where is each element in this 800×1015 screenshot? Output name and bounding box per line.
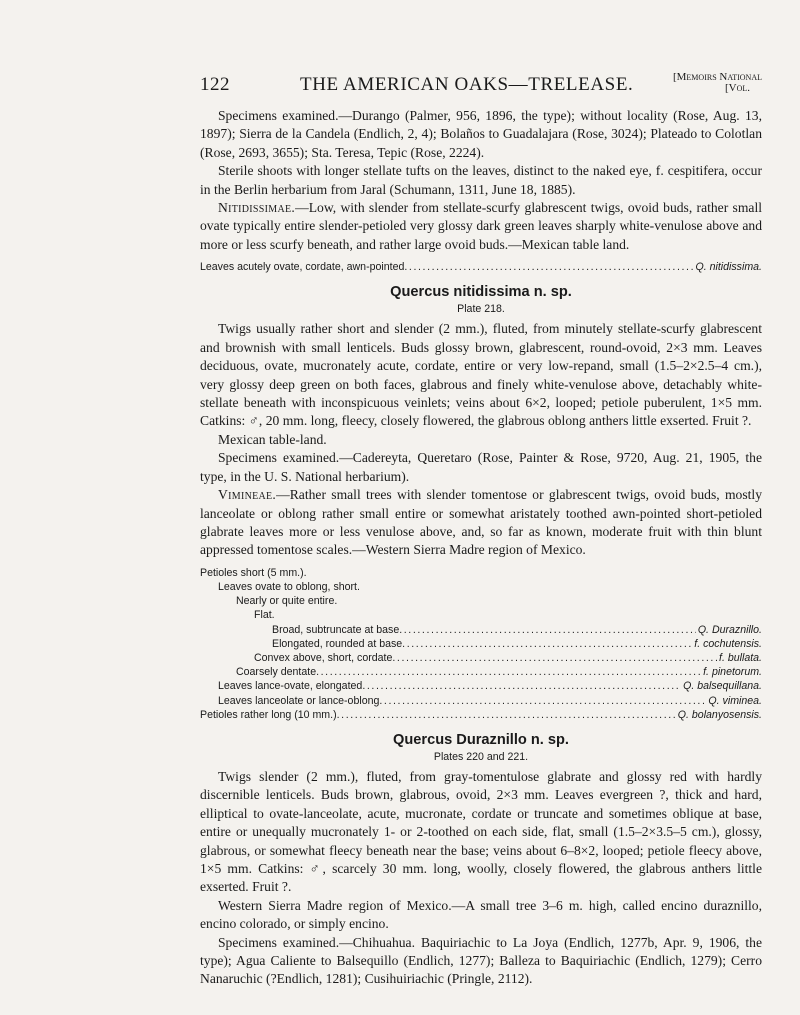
key-text: Nearly or quite entire. <box>236 595 338 608</box>
key-line <box>200 637 762 651</box>
key-line <box>200 679 762 693</box>
running-title: THE AMERICAN OAKS—TRELEASE. <box>300 74 634 95</box>
key-text: Flat. <box>254 609 275 622</box>
key-result: Q. balsequillana. <box>683 680 762 693</box>
key-text: Leaves lanceolate or lance-oblong <box>218 694 380 707</box>
key-leader <box>399 623 696 637</box>
key-result: Q. Duraznillo. <box>697 623 762 636</box>
text-body <box>200 107 762 989</box>
species-title-nitidissima: Quercus nitidissima n. sp. <box>390 284 572 301</box>
key-leader <box>404 260 693 274</box>
key-line <box>200 580 762 594</box>
paragraph-duraznillo-range: Western Sierra Madre region of Mexico.—A small tree 3–6 m. high, called encino duraznillo, encino colorado, or simply encino. <box>200 897 762 932</box>
key-line <box>200 623 762 637</box>
key-text: Elongated, rounded at base <box>272 637 403 650</box>
key-leader <box>316 665 701 679</box>
key-line-nitidissima <box>200 260 762 274</box>
species-title-duraznillo: Quercus Duraznillo n. sp. <box>393 731 569 748</box>
plate-reference-220-221: Plates 220 and 221. <box>433 750 529 763</box>
paragraph-sterile-shoots: Sterile shoots with longer stellate tufts on the leaves, distinct to the naked eye, f. cespitifera, occur in the Berlin herbarium from Jaral (Schumann, 1311, June 18, 1885). <box>200 163 762 197</box>
series-line-1: [Memoirs National <box>672 71 762 83</box>
paragraph-specimens-1: Specimens examined.—Durango (Palmer, 956, 1896, the type); without locality (Rose, Aug. 13, 1897); Sierra de la Candela (Endlich, 2, 4); Bolaños to Guadalajara (Rose, 3024); Plateado to Colotlan (Rose, 2693, 3655); Sta. Teresa, Tepic (Rose, 2224). <box>200 108 762 160</box>
page-number: 122 <box>200 74 230 95</box>
identification-key <box>200 566 762 722</box>
paragraph-nitidissima-specimens: Specimens examined.—Cadereyta, Queretaro (Rose, Painter & Rose, 9720, Aug. 21, 1905, the type, in the U. S. National herbarium). <box>200 450 762 484</box>
key-line <box>200 651 762 665</box>
paragraph-duraznillo-specimens: Specimens examined.—Chihuahua. Baquiriachic to La Joya (Endlich, 1277b, Apr. 9, 1906, the type); Agua Caliente to Balsequillo (Endlich, 1277); Balleza to Baquiriachic (Endlich, 1279); Cerro Nanaruchic (?Endlich, 1281); Cusihuiriachic (Pringle, 2112). <box>200 934 762 987</box>
paragraph-nitidissimae <box>200 199 762 254</box>
key-text: Leaves acutely ovate, cordate, awn-pointed <box>200 261 405 274</box>
key-leader <box>402 637 692 651</box>
key-text: Convex above, short, cordate <box>254 651 393 664</box>
plate-reference-218: Plate 218. <box>457 303 505 316</box>
key-line <box>200 694 762 708</box>
nitidissimae-description: —Low, with slender from stellate-scurfy glabrescent twigs, ovoid buds, rather small ovate typically entire slender-petioled very glossy dark green leaves sharply white-venulose above and more or less scurfy beneath, and rather large ovoid buds.—Mexican table land. <box>200 200 762 252</box>
key-result: Q. nitidissima. <box>695 261 762 274</box>
paragraph-vimineae <box>200 486 762 560</box>
key-result: Q. bolanyosensis. <box>677 708 762 721</box>
key-text: Petioles rather long (10 mm.) <box>200 708 337 721</box>
paragraph-duraznillo-description: Twigs slender (2 mm.), fluted, from gray-tomentulose glabrate and glossy red with hardly discernible lenticels. Buds brown, glabrous, ovoid, 2×3 mm. Leaves evergreen ?, thick and hard, elliptical to ovate-lanceolate, acute, mucronate, cordate or truncate and sometimes oblique at base, entire or unequally mucronately 1- or 2-toothed on each side, flat, small (1.5–2×3.5–5 cm.), glossy, glabrous, or somewhat fleecy beneath near the base; veins about 6–8×2, looped; petiole fleecy above, 1×5 mm. Catkins: ♂, scarcely 30 mm. long, woolly, closely flowered, the glabrous anthers little exserted. Fruit ?. <box>200 768 762 895</box>
key-text: Leaves lance-ovate, elongated <box>218 680 363 693</box>
key-text: Coarsely dentate <box>236 666 317 679</box>
key-line <box>200 608 762 622</box>
series-label <box>673 72 762 94</box>
key-leader <box>362 679 681 693</box>
key-result: f. cochutensis. <box>694 637 762 650</box>
key-text: Petioles short (5 mm.). <box>200 566 307 579</box>
series-line-2: [Vol. <box>724 82 750 94</box>
key-text: Broad, subtruncate at base <box>272 623 400 636</box>
running-header <box>200 71 762 100</box>
key-line <box>200 708 762 722</box>
vimineae-description: —Rather small trees with slender tomentose or glabrescent twigs, ovoid buds, mostly lanceolate or oblong rather small entire or somewhat aristately toothed awn-pointed short-petioled glabrate leaves more or less venulose above, and, so far as known, moderate fruit with thin blunt appressed tomentose scales.—Western Sierra Madre region of Mexico. <box>200 487 762 558</box>
key-result: f. pinetorum. <box>703 666 762 679</box>
key-line <box>200 594 762 608</box>
key-line <box>200 665 762 679</box>
paragraph-nitidissima-description: Twigs usually rather short and slender (2 mm.), fluted, from minutely stellate-scurfy glabrescent and brownish with small lenticels. Buds glossy brown, glabrescent, round-ovoid, 2×3 mm. Leaves deciduous, ovate, mucronately acute, cordate, entire or very low-repand, small (1.5–2×2.5–4 cm.), very glossy deep green on both faces, glabrous and finely white-venulose above, detachably white-stellate beneath with inconspicuous veinlets; veins about 6×2, looped; petiole puberulent, 1×5 mm. Catkins: ♂, 20 mm. long, fleecy, closely flowered, the glabrous oblong anthers little exserted. Fruit ?. <box>200 321 762 429</box>
key-result: f. bullata. <box>719 651 762 664</box>
section-name-vimineae: Vimineae. <box>218 487 277 503</box>
section-name-nitidissimae: Nitidissimae. <box>218 200 296 216</box>
key-leader <box>392 651 717 665</box>
key-result: Q. viminea. <box>708 694 762 707</box>
key-leader <box>337 708 676 722</box>
key-leader <box>379 694 706 708</box>
key-text: Leaves ovate to oblong, short. <box>218 580 360 593</box>
paragraph-nitidissima-range: Mexican table-land. <box>218 431 327 447</box>
key-line <box>200 566 762 580</box>
